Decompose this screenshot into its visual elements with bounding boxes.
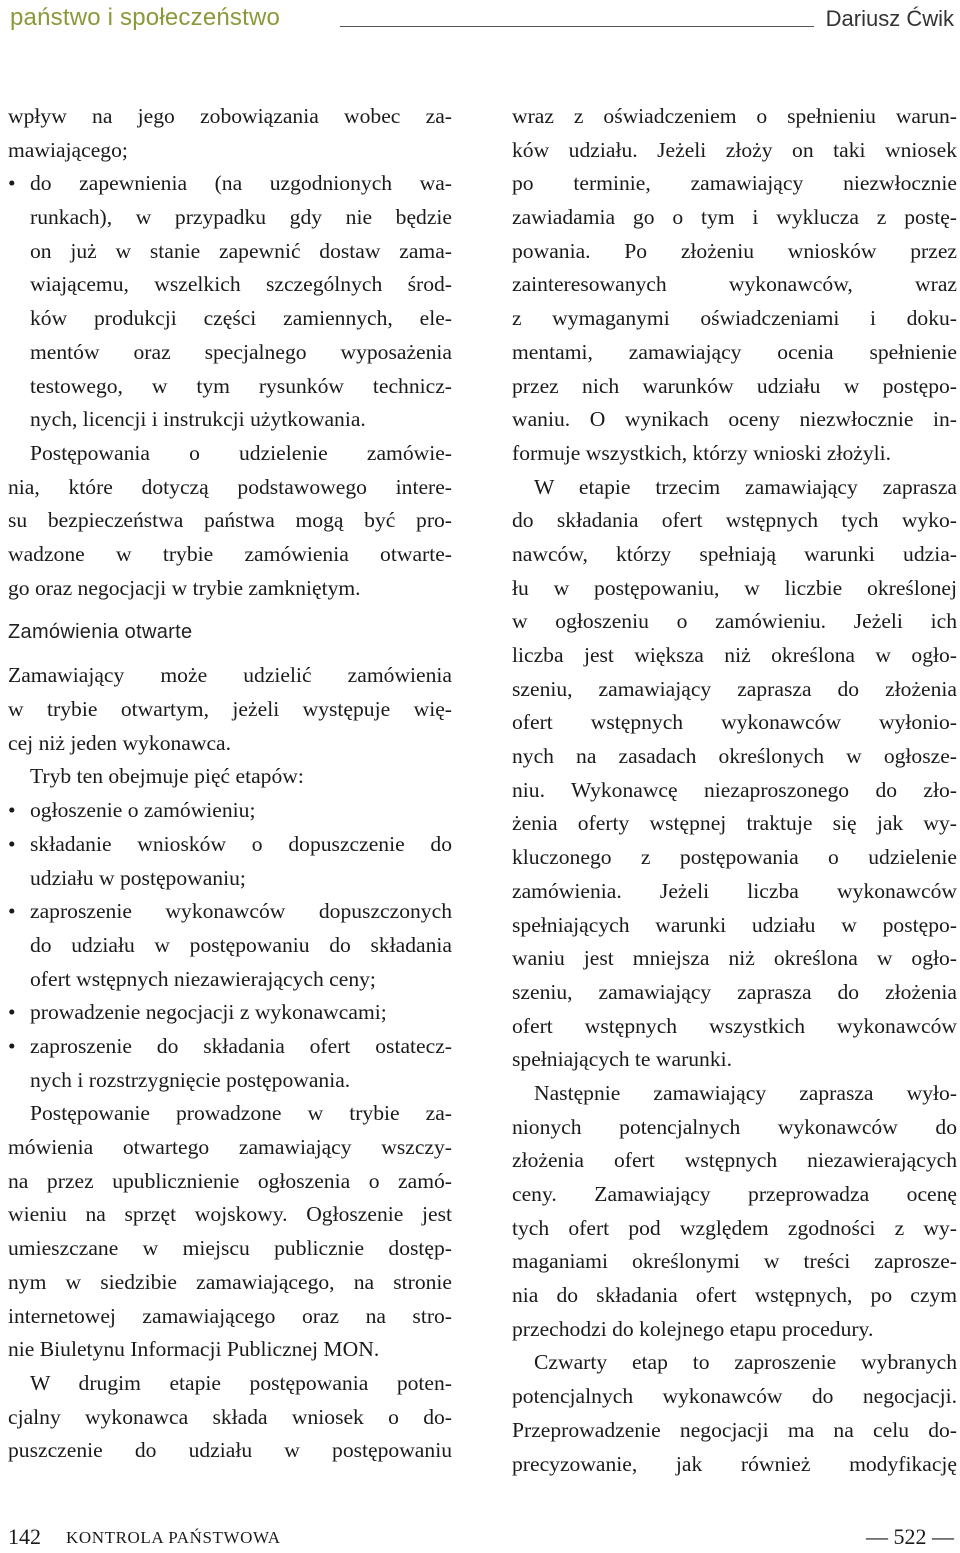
page-number: 142 bbox=[8, 1524, 41, 1549]
text-line: do zapewnienia (na uzgodnionych wa- bbox=[30, 171, 452, 196]
bullet-icon: • bbox=[8, 171, 16, 196]
paragraph bbox=[512, 1077, 957, 1347]
journal-title: KONTROLA PAŃSTWOWA bbox=[66, 1528, 281, 1547]
text-line: zaproszenie wykonawców dopuszczonych bbox=[30, 899, 452, 924]
text-line: zamówienia. Jeżeli liczba wykonawców bbox=[512, 878, 957, 903]
text-line: zainteresowanych wykonawców, wraz bbox=[512, 272, 957, 297]
text-line: nych, licencji i instrukcji użytkowania. bbox=[30, 407, 366, 432]
bullet-item bbox=[8, 828, 452, 895]
bullet-item bbox=[8, 895, 452, 996]
text-line: nia, które dotyczą podstawowego intere- bbox=[8, 474, 452, 499]
text-line: z wymaganymi oświadczeniami i doku- bbox=[512, 306, 957, 331]
bullet-icon: • bbox=[8, 1034, 16, 1059]
text-line: nych i rozstrzygnięcie postępowania. bbox=[30, 1067, 351, 1092]
text-line: zaproszenie do składania ofert ostatecz- bbox=[30, 1034, 452, 1059]
text-line: spełniających warunki udziału w postępo- bbox=[512, 912, 957, 937]
text-line: spełniających te warunki. bbox=[512, 1047, 733, 1072]
issue-number: — 522 — bbox=[866, 1524, 954, 1549]
text-line: w ogłoszeniu o zamówieniu. Jeżeli ich bbox=[512, 609, 957, 634]
text-line: nawców, którzy spełniają warunki udzia- bbox=[512, 541, 957, 566]
text-line: mówienia otwartego zamawiający wszczy- bbox=[8, 1135, 452, 1160]
text-line: przez nich warunków udziału w postępo- bbox=[512, 373, 957, 398]
text-line: mawiającego; bbox=[8, 137, 128, 162]
paragraph bbox=[8, 659, 452, 760]
bullet-item bbox=[8, 1030, 452, 1097]
text-line: tych ofert pod względem zgodności z wy- bbox=[512, 1215, 957, 1240]
text-line: cjalny wykonawca składa wniosek o do- bbox=[8, 1404, 452, 1429]
text-line: prowadzenie negocjacji z wykonawcami; bbox=[30, 1000, 387, 1025]
text-line: szeniu, zamawiający zaprasza do złożenia bbox=[512, 979, 957, 1004]
text-line: cej niż jeden wykonawca. bbox=[8, 730, 232, 755]
paragraph bbox=[8, 1097, 452, 1367]
text-line: W etapie trzecim zamawiający zaprasza bbox=[534, 474, 957, 499]
text-line: do składania ofert wstępnych tych wyko- bbox=[512, 508, 957, 533]
bullet-icon: • bbox=[8, 899, 16, 924]
text-line: nych na zasadach określonych w ogłosze- bbox=[512, 744, 957, 769]
bullet-item bbox=[8, 996, 452, 1030]
text-line: na przez upublicznienie ogłoszenia o zamó- bbox=[8, 1168, 452, 1193]
text-line: W drugim etapie postępowania poten- bbox=[30, 1370, 452, 1395]
text-line: Czwarty etap to zaproszenie wybranych bbox=[534, 1350, 957, 1375]
text-line: potencjalnych wykonawców do negocjacji. bbox=[512, 1384, 957, 1409]
text-line: Następnie zamawiający zaprasza wyło- bbox=[534, 1080, 957, 1105]
left-column bbox=[8, 100, 452, 1468]
author-name: Dariusz Ćwik bbox=[825, 6, 954, 31]
text-line: maganiami określonymi w treści zaprosze- bbox=[512, 1249, 957, 1274]
text-line: go oraz negocjacji w trybie zamkniętym. bbox=[8, 575, 361, 600]
bullet-icon: • bbox=[8, 831, 16, 856]
text-line: wpływ na jego zobowiązania wobec za- bbox=[8, 104, 452, 128]
paragraph bbox=[8, 437, 452, 605]
text-line: waniu jest mniejsza niż określona w ogło- bbox=[512, 946, 957, 971]
text-line: do udziału w postępowaniu do składania bbox=[30, 932, 452, 957]
text-line: umieszczane w miejscu publicznie dostęp- bbox=[8, 1236, 452, 1261]
text-line: Postępowania o udzielenie zamówie- bbox=[30, 440, 452, 465]
text-line: ofert wstępnych wykonawców wyłonio- bbox=[512, 710, 957, 735]
paragraph bbox=[512, 100, 957, 471]
text-line: precyzowanie, jak również modyfikację bbox=[512, 1451, 957, 1476]
text-line: zawiadamia go o tym i wyklucza z postę- bbox=[512, 205, 957, 230]
bullet-list bbox=[8, 794, 452, 1097]
bullet-icon: • bbox=[8, 798, 16, 823]
text-line: Przeprowadzenie negocjacji ma na celu do- bbox=[512, 1417, 957, 1442]
paragraph bbox=[8, 760, 452, 794]
text-line: szeniu, zamawiający zaprasza do złożenia bbox=[512, 676, 957, 701]
text-line: testowego, w tym rysunków technicz- bbox=[30, 373, 452, 398]
paragraph bbox=[8, 100, 452, 167]
text-line: Postępowanie prowadzone w trybie za- bbox=[30, 1101, 452, 1126]
text-line: po terminie, zamawiający niezwłocznie bbox=[512, 171, 957, 196]
text-line: runkach), w przypadku gdy nie będzie bbox=[30, 205, 452, 230]
text-line: wiającemu, wszelkich szczególnych środ- bbox=[30, 272, 452, 297]
text-line: on już w stanie zapewnić dostaw zama- bbox=[30, 238, 452, 263]
section-heading: Zamówienia otwarte bbox=[8, 621, 193, 644]
text-line: składanie wniosków o dopuszczenie do bbox=[30, 831, 452, 856]
text-line: ogłoszenie o zamówieniu; bbox=[30, 798, 256, 823]
text-line: wieniu na sprzęt wojskowy. Ogłoszenie jest bbox=[8, 1202, 452, 1227]
text-line: su bezpieczeństwa państwa mogą być pro- bbox=[8, 508, 452, 533]
section-title: państwo i społeczeństwo bbox=[10, 4, 281, 31]
text-line: żenia oferty wstępnej traktuje się jak wy- bbox=[512, 811, 957, 836]
text-line: mentów oraz specjalnego wyposażenia bbox=[30, 339, 452, 364]
text-line: waniu. O wynikach oceny niezwłocznie in- bbox=[512, 407, 957, 432]
text-line: udziału w postępowaniu; bbox=[30, 865, 246, 890]
bullet-icon: • bbox=[8, 1000, 16, 1025]
text-line: złożenia ofert wstępnych niezawierających bbox=[512, 1148, 957, 1173]
running-header bbox=[10, 2, 954, 36]
text-line: mentami, zamawiający ocenia spełnienie bbox=[512, 339, 957, 364]
text-line: formuje wszystkich, którzy wnioski złożyli. bbox=[512, 440, 892, 465]
text-line: Zamawiający może udzielić zamówienia bbox=[8, 663, 452, 688]
text-line: przechodzi do kolejnego etapu procedury. bbox=[512, 1316, 874, 1341]
bullet-item bbox=[8, 167, 452, 437]
text-line: nym w siedzibie zamawiającego, na stronie bbox=[8, 1269, 452, 1294]
text-line: powania. Po złożeniu wniosków przez bbox=[512, 238, 957, 263]
text-line: kluczonego z postępowania o udzielenie bbox=[512, 845, 957, 870]
text-line: niu. Wykonawcę niezaproszonego do zło- bbox=[512, 777, 957, 802]
text-line: nie Biuletynu Informacji Publicznej MON. bbox=[8, 1337, 380, 1362]
text-line: łu w postępowaniu, w liczbie określonej bbox=[512, 575, 957, 600]
text-line: internetowej zamawiającego oraz na stro- bbox=[8, 1303, 452, 1328]
right-column bbox=[512, 100, 957, 1481]
paragraph bbox=[8, 1367, 452, 1468]
text-line: liczba jest większa niż określona w ogło- bbox=[512, 643, 957, 668]
text-line: wadzone w trybie zamówienia otwarte- bbox=[8, 541, 452, 566]
text-line: ków udziału. Jeżeli złoży on taki wniosek bbox=[512, 137, 957, 162]
header-divider bbox=[340, 26, 814, 27]
text-line: ofert wstępnych niezawierających ceny; bbox=[30, 966, 376, 991]
text-line: nionych potencjalnych wykonawców do bbox=[512, 1114, 957, 1139]
text-line: w trybie otwartym, jeżeli występuje wię- bbox=[8, 697, 452, 722]
bullet-item bbox=[8, 794, 452, 828]
text-line: ceny. Zamawiający przeprowadza ocenę bbox=[512, 1182, 957, 1207]
text-line: ofert wstępnych wszystkich wykonawców bbox=[512, 1013, 957, 1038]
text-line: ków produkcji części zamiennych, ele- bbox=[30, 306, 452, 331]
paragraph bbox=[512, 471, 957, 1077]
text-line: nia do składania ofert wstępnych, po czym bbox=[512, 1283, 957, 1308]
text-line: puszczenie do udziału w postępowaniu bbox=[8, 1438, 452, 1463]
paragraph bbox=[512, 1346, 957, 1481]
page-footer bbox=[8, 1526, 954, 1552]
text-line: wraz z oświadczeniem o spełnieniu warun- bbox=[512, 104, 957, 128]
text-line: Tryb ten obejmuje pięć etapów: bbox=[30, 764, 304, 789]
